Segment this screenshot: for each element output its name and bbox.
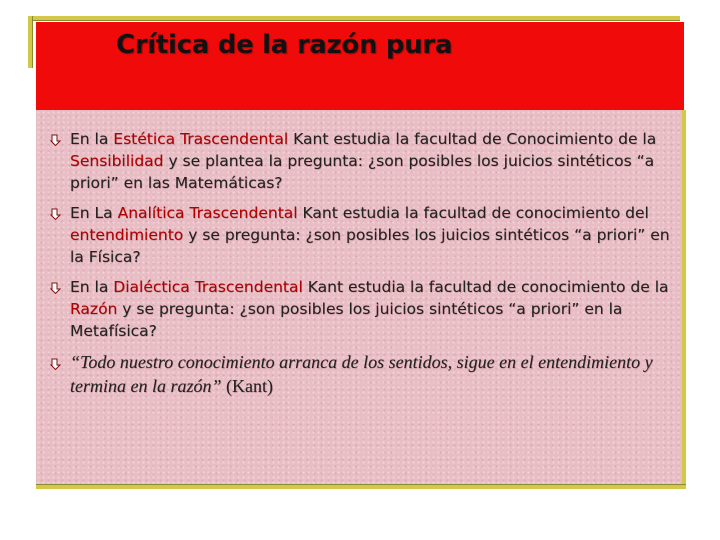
- item-text: Kant estudia la facultad de conocimiento de la: [302, 278, 669, 296]
- content-panel: [36, 110, 682, 484]
- item-term: Estética Trascendental: [113, 130, 289, 148]
- frame-left-bar: [28, 16, 33, 68]
- item-text: En la: [70, 278, 114, 296]
- item-term: Razón: [70, 300, 118, 318]
- item-text: Kant estudia la facultad de conocimiento del: [297, 204, 649, 222]
- item-text: Kant estudia la facultad de Conocimiento de la: [288, 130, 657, 148]
- frame-top-bar: [28, 16, 680, 21]
- item-term: Dialéctica Trascendental: [113, 278, 303, 296]
- item-text: y se pregunta: ¿son posibles los juicios sintéticos “a priori” en la Física?: [70, 226, 670, 266]
- arrow-bullet-icon: [50, 208, 62, 220]
- bullet-item-estetica: [70, 128, 676, 194]
- bullet-item-dialectica: [70, 276, 676, 342]
- quote-text: “Todo nuestro conocimiento arranca de los sentidos, sigue en el entendimiento y termina en la razón”: [70, 352, 653, 396]
- item-term: entendimiento: [70, 226, 184, 244]
- item-text: En La: [70, 204, 118, 222]
- frame-bottom-bar: [36, 484, 686, 489]
- arrow-bullet-icon: [50, 134, 62, 146]
- item-term: Analítica Trascendental: [117, 204, 298, 222]
- arrow-bullet-icon: [50, 282, 62, 294]
- arrow-bullet-icon: [50, 358, 62, 370]
- frame-right-bar: [682, 110, 686, 488]
- item-text: En la: [70, 130, 114, 148]
- item-text: y se plantea la pregunta: ¿son posibles los juicios sintéticos “a priori” en las Matemáticas?: [70, 152, 655, 192]
- bullet-item-analitica: [70, 202, 676, 268]
- bullet-item-quote: [70, 350, 676, 398]
- slide-title: Crítica de la razón pura: [116, 30, 453, 60]
- item-term: Sensibilidad: [70, 152, 164, 170]
- item-text: y se pregunta: ¿son posibles los juicios sintéticos “a priori” en la Metafísica?: [70, 300, 623, 340]
- quote-author: (Kant): [221, 376, 273, 396]
